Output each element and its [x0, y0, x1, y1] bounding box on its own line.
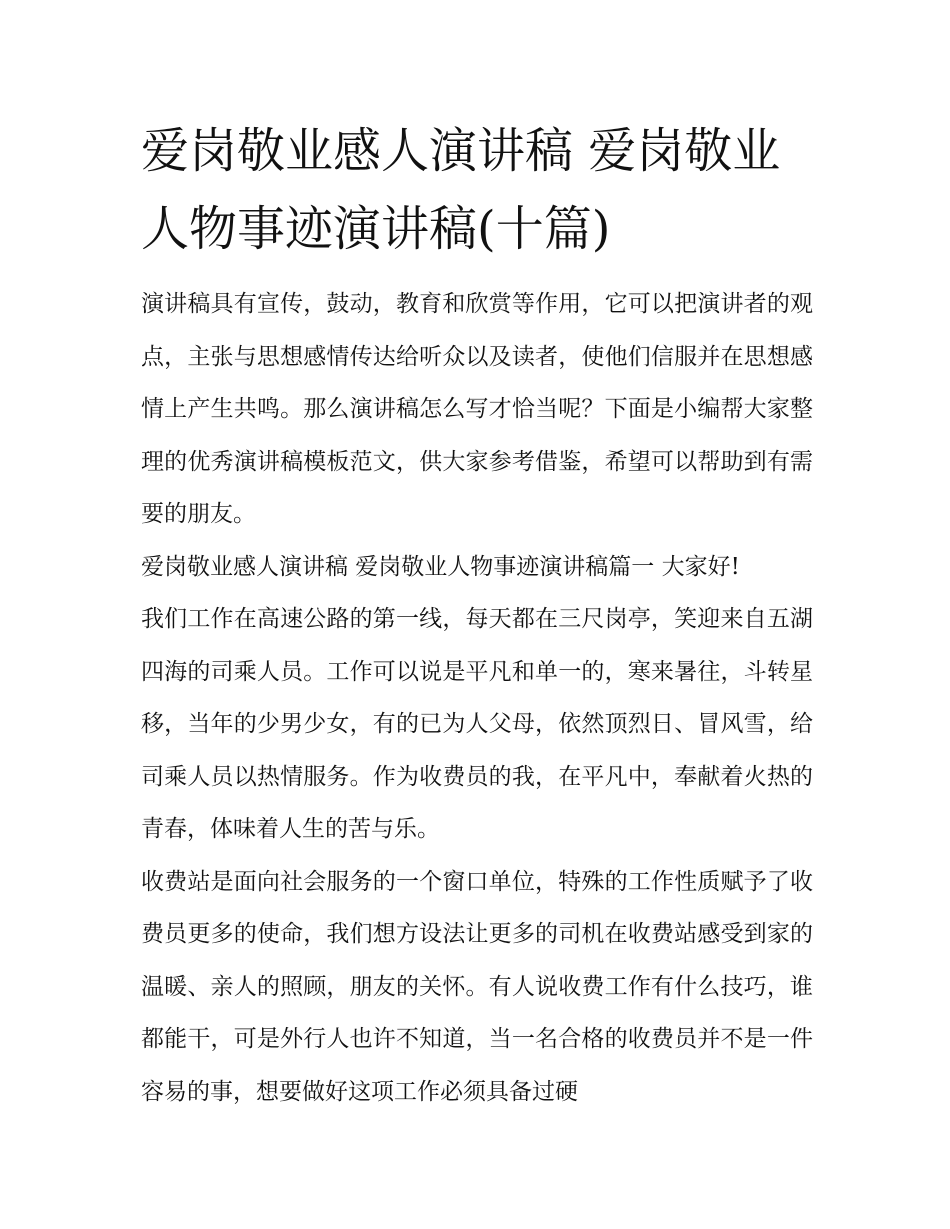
- body-paragraph: 我们工作在高速公路的第一线，每天都在三尺岗亭，笑迎来自五湖四海的司乘人员。工作可以说是平凡和单一的，寒来暑往，斗转星移，当年的少男少女，有的已为人父母，依然顶烈日、冒风雪，给司乘人员以热情服务。作为收费员的我，在平凡中，奉献着火热的青春，体味着人生的苦与乐。: [141, 606, 813, 842]
- document-page: [141, 112, 813, 1118]
- intro-paragraph: 演讲稿具有宣传，鼓动，教育和欣赏等作用，它可以把演讲者的观点，主张与思想感情传达给听众以及读者，使他们信服并在思想感情上产生共鸣。那么演讲稿怎么写才恰当呢？下面是小编帮大家整理的优秀演讲稿模板范文，供大家参考借鉴，希望可以帮助到有需要的朋友。: [141, 291, 813, 527]
- body-paragraph: 收费站是面向社会服务的一个窗口单位，特殊的工作性质赋予了收费员更多的使命，我们想方设法让更多的司机在收费站感受到家的温暖、亲人的照顾，朋友的关怀。有人说收费工作有什么技巧，谁都能干，可是外行人也许不知道，当一名合格的收费员并不是一件容易的事，想要做好这项工作必须具备过硬: [141, 868, 813, 1105]
- document-title: 爱岗敬业感人演讲稿 爱岗敬业人物事迹演讲稿(十篇): [141, 123, 781, 257]
- section-heading-paragraph: 爱岗敬业感人演讲稿 爱岗敬业人物事迹演讲稿篇一 大家好!: [141, 553, 740, 580]
